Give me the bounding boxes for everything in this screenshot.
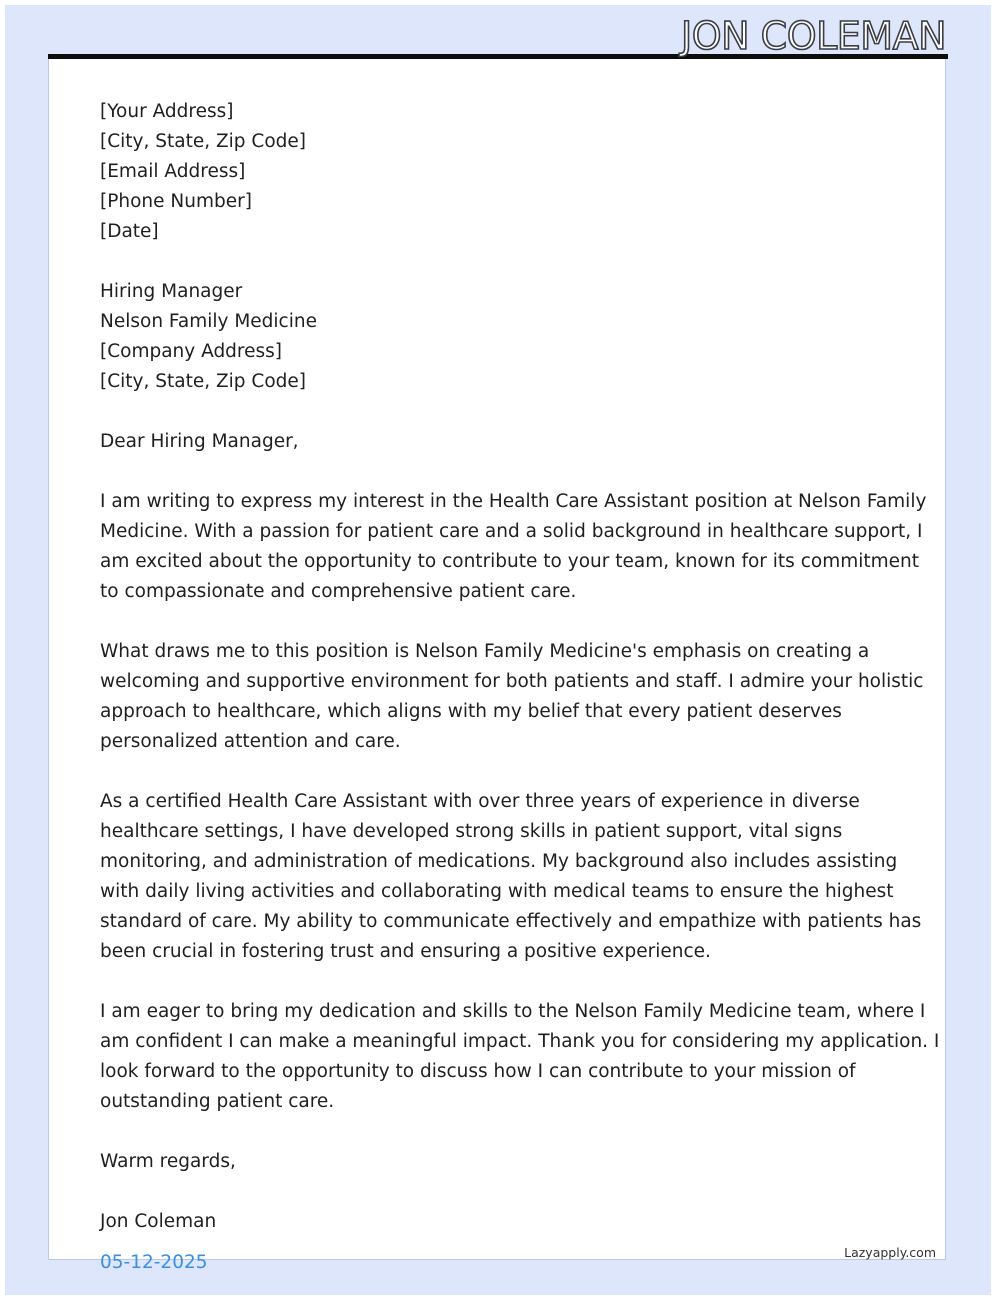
sender-block: [100, 97, 900, 247]
paragraph-1: [100, 487, 927, 607]
paragraph-line: healthcare settings, I have developed strong skills in patient support, vital signs: [100, 821, 843, 842]
recipient-title: Hiring Manager: [100, 281, 243, 302]
recipient-city-state-zip: [City, State, Zip Code]: [100, 371, 306, 392]
paragraph-4: [100, 997, 940, 1117]
paragraph-line: am confident I can make a meaningful impact. Thank you for considering my application. I: [100, 1031, 940, 1052]
paragraph-line: Medicine. With a passion for patient care and a solid background in healthcare support, I: [100, 521, 923, 542]
paragraph-line: I am eager to bring my dedication and skills to the Nelson Family Medicine team, where I: [100, 1001, 926, 1022]
sender-address: [Your Address]: [100, 101, 234, 122]
sender-city-state-zip: [City, State, Zip Code]: [100, 131, 306, 152]
paragraph-line: monitoring, and administration of medications. My background also includes assisting: [100, 851, 898, 872]
paragraph-line: to compassionate and comprehensive patient care.: [100, 581, 577, 602]
sender-phone: [Phone Number]: [100, 191, 252, 212]
paragraph-line: outstanding patient care.: [100, 1091, 335, 1112]
paragraph-line: standard of care. My ability to communicate effectively and empathize with patients has: [100, 911, 922, 932]
paragraph-line: been crucial in fostering trust and ensuring a positive experience.: [100, 941, 711, 962]
recipient-company: Nelson Family Medicine: [100, 311, 317, 332]
paragraph-line: I am writing to express my interest in the Health Care Assistant position at Nelson Family: [100, 491, 927, 512]
footer-date: 05-12-2025: [100, 1252, 208, 1273]
paragraph-line: approach to healthcare, which aligns with my belief that every patient deserves: [100, 701, 842, 722]
salutation: Dear Hiring Manager,: [100, 431, 299, 452]
paragraph-3: [100, 787, 922, 967]
paragraph-2: [100, 637, 924, 757]
paragraph-line: As a certified Health Care Assistant with over three years of experience in diverse: [100, 791, 860, 812]
signature: Jon Coleman: [100, 1211, 217, 1232]
sender-email: [Email Address]: [100, 161, 246, 182]
paragraph-line: What draws me to this position is Nelson Family Medicine's emphasis on creating a: [100, 641, 870, 662]
footer-brand: Lazyapply.com: [844, 1245, 936, 1260]
closing: Warm regards,: [100, 1151, 236, 1172]
paragraph-line: with daily living activities and collaborating with medical teams to ensure the highest: [100, 881, 894, 902]
letter-body: [100, 97, 940, 1237]
paragraph-line: look forward to the opportunity to discuss how I can contribute to your mission of: [100, 1061, 856, 1082]
paragraph-line: personalized attention and care.: [100, 731, 401, 752]
paragraph-line: am excited about the opportunity to contribute to your team, known for its commitment: [100, 551, 920, 572]
header-name: JON COLEMAN: [681, 14, 946, 58]
paragraph-line: welcoming and supportive environment for both patients and staff. I admire your holistic: [100, 671, 924, 692]
recipient-address: [Company Address]: [100, 341, 283, 362]
sender-date: [Date]: [100, 221, 159, 242]
recipient-block: [100, 277, 900, 397]
